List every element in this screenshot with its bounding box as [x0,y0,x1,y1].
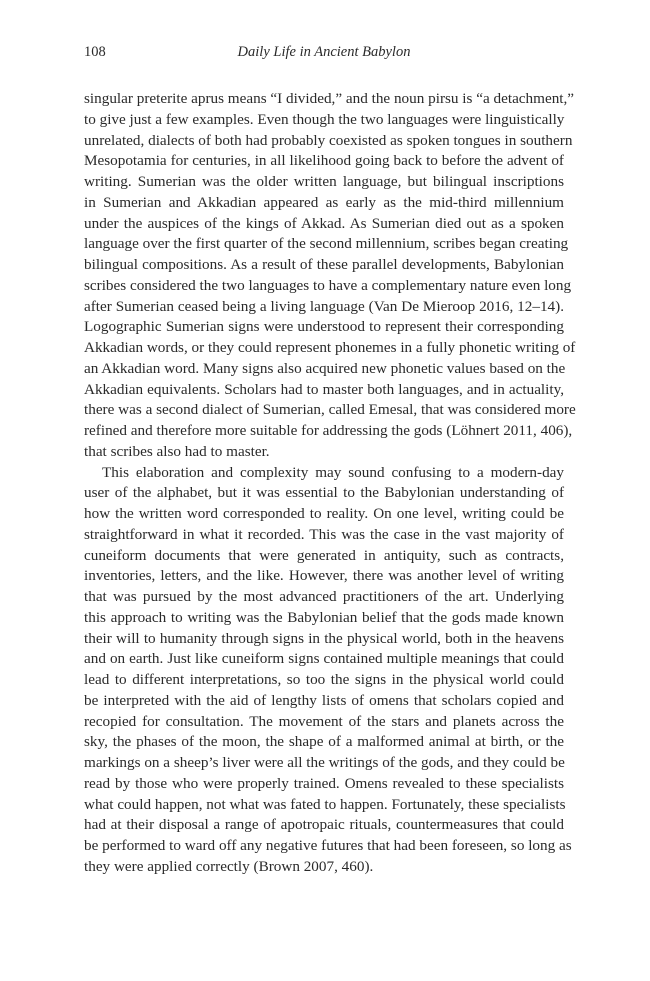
text-line: had at their disposal a range of apotropaic rituals, countermeasures that could [84,816,564,834]
body-text [84,89,576,878]
text-line: to give just a few examples. Even though the two languages were linguistically [84,110,565,128]
text-line: Logographic Sumerian signs were understood to represent their corresponding [84,318,564,336]
text-line: user of the alphabet, but it was essential to the Babylonian understanding of [84,484,564,502]
text-line: Akkadian equivalents. Scholars had to master both languages, and in actuality, [84,380,564,398]
paragraph-1 [84,89,576,463]
text-line: there was a second dialect of Sumerian, called Emesal, that was considered more [84,401,576,419]
paragraph-2 [84,463,572,878]
text-line: that scribes also had to master. [84,442,270,460]
text-line: recopied for consultation. The movement of the stars and planets across the [84,712,564,730]
running-title: Daily Life in Ancient Babylon [237,44,411,60]
text-line: and on earth. Just like cuneiform signs contained multiple meanings that could [84,650,564,668]
text-line: Akkadian words, or they could represent phonemes in a fully phonetic writing of [84,339,576,356]
text-line: be interpreted with the aid of lengthy lists of omens that scholars copied and [84,691,564,709]
text-line: under the auspices of the kings of Akkad. As Sumerian died out as a spoken [84,214,564,232]
text-line: inventories, letters, and the like. However, there was another level of writing [84,567,564,585]
running-head [84,44,564,64]
text-line: an Akkadian word. Many signs also acquired new phonetic values based on the [84,359,566,377]
text-line: that was pursued by the most advanced practitioners of the art. Underlying [84,588,564,605]
text-line: This elaboration and complexity may sound confusing to a modern-day [102,463,564,481]
text-line: lead to different interpretations, so too the signs in the physical world could [84,671,564,688]
text-line: bilingual compositions. As a result of these parallel developments, Babylonian [84,256,564,273]
text-line: cuneiform documents that were generated in antiquity, such as contracts, [84,546,564,564]
text-line: in Sumerian and Akkadian appeared as early as the mid-third millennium [84,193,564,211]
text-line: this approach to writing was the Babylonian belief that the gods made known [84,608,564,626]
text-line: refined and therefore more suitable for addressing the gods (Löhnert 2011, 406), [84,422,573,439]
text-line: Mesopotamia for centuries, in all likelihood going back to before the advent of [84,152,564,170]
text-line: after Sumerian ceased being a living language (Van De Mieroop 2016, 12–14). [84,297,564,315]
text-line: their will to humanity through signs in the physical world, both in the heavens [84,629,564,647]
text-line: what could happen, not what was fated to happen. Fortunately, these specialists [84,795,566,813]
text-line: read by those who were properly trained. Omens revealed to these specialists [84,774,564,792]
text-line: scribes considered the two languages to have a complementary nature even long [84,276,572,294]
text-line: language over the first quarter of the second millennium, scribes began creating [84,235,569,253]
text-line: be performed to ward off any negative futures that had been foreseen, so long as [84,837,572,854]
text-line: they were applied correctly (Brown 2007, 460). [84,857,374,875]
text-line: markings on a sheep’s liver were all the writings of the gods, and they could be [84,754,565,771]
text-line: unrelated, dialects of both had probably coexisted as spoken tongues in southern [84,131,573,149]
page-number: 108 [84,44,106,60]
text-line: singular preterite aprus means “I divided,” and the noun pirsu is “a detachment,” [84,90,575,107]
text-line: writing. Sumerian was the older written language, but bilingual inscriptions [84,173,564,190]
text-line: how the written word corresponded to reality. On one level, writing could be [84,505,564,522]
text-line: straightforward in what it recorded. This was the case in the vast majority of [84,525,564,543]
text-line: sky, the phases of the moon, the shape of a malformed animal at birth, or the [84,733,564,751]
